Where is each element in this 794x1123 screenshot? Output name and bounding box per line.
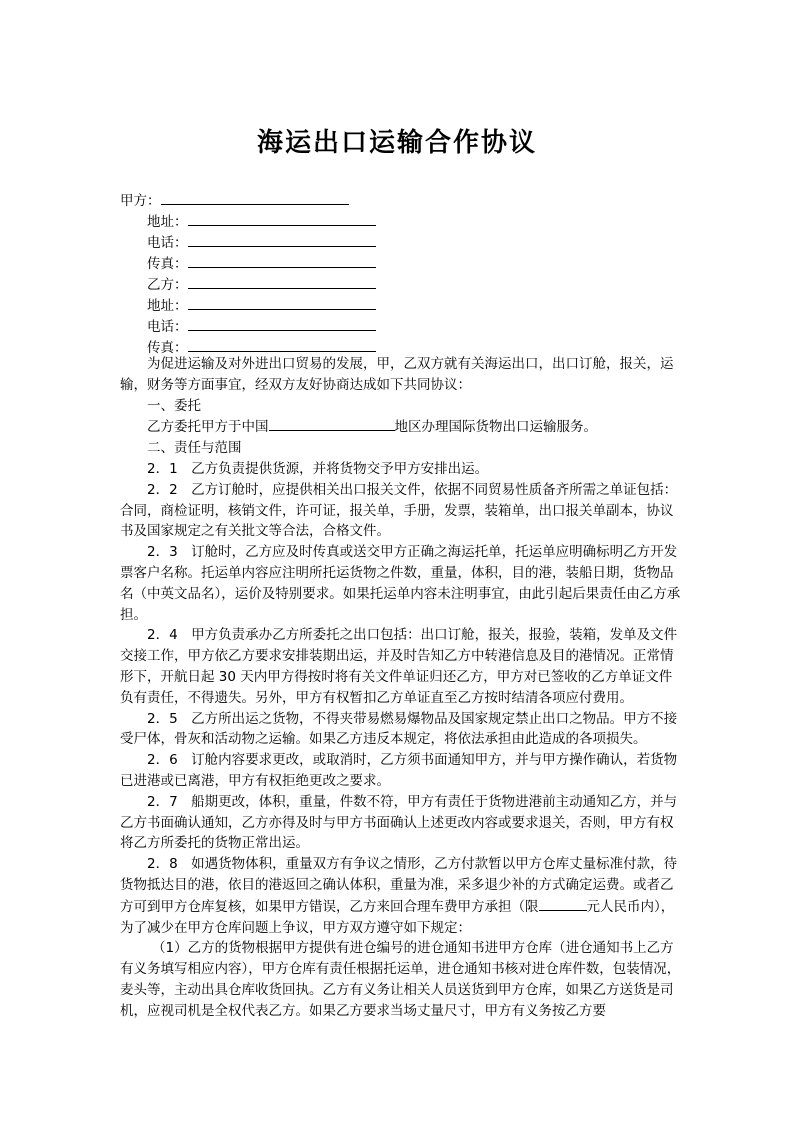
party-b-blank [188, 274, 376, 289]
party-b-field [147, 274, 376, 295]
party-b-phone-label: 电话： [147, 319, 188, 335]
document-body [120, 354, 683, 1022]
party-b-fax-blank [188, 337, 376, 352]
clause-2-2: 2．2 乙方订舱时，应提供相关出口报关文件，依据不同贸易性质备齐所需之单证包括：合同，商检证明，核销文件，许可证，报关单，手册，发票，装箱单，出口报关单副本，协议书及国家规定之有关批文等合法，合格文件。 [120, 481, 678, 540]
party-a-fax-field [147, 253, 376, 274]
clause-2-8-item-1: （1）乙方的货物根据甲方提供有进仓编号的进仓通知书进甲方仓库（进仓通知书上乙方有义务填写相应内容），甲方仓库有责任根据托运单，进仓通知书核对进仓库件数，包装情况，麦头等，主动出具仓库收货回执。乙方有义务让相关人员送货到甲方仓库，如果乙方送货是司机，应视司机是全权代表乙方。如果乙方要求当场丈量尺寸，甲方有义务按乙方要 [120, 940, 681, 1019]
clause-2-8-text-after: 元人民币内），为了减少在甲方仓库问题上争议，甲方双方遵守如下规定： [120, 898, 675, 936]
document-title: 海运出口运输合作协议 [256, 128, 537, 158]
region-blank [269, 416, 395, 431]
section-1-paragraph [120, 416, 683, 438]
party-a-fax-label: 传真： [147, 256, 188, 272]
party-b-address-label: 地址： [147, 298, 188, 314]
section-1-text-after: 地区办理国际货物出口运输服务。 [394, 419, 597, 436]
section-2-heading: 二、责任与范围 [147, 440, 242, 457]
party-b-fax-label: 传真： [147, 340, 188, 356]
party-a-address-label: 地址： [147, 214, 188, 230]
party-a-phone-field [147, 232, 376, 253]
section-1-heading: 一、委托 [147, 397, 201, 414]
party-b-phone-field [147, 316, 376, 337]
section-1-text-before: 乙方委托甲方于中国 [147, 419, 269, 436]
party-a-label: 甲方： [120, 193, 161, 209]
party-a-address-field [147, 211, 376, 232]
clause-2-6: 2．6 订舱内容要求更改，或取消时，乙方须书面通知甲方，并与甲方操作确认，若货物已进港或已离港，甲方有权拒绝更改之要求。 [120, 752, 678, 789]
clause-2-5: 2．5 乙方所出运之货物，不得夹带易燃易爆物品及国家规定禁止出口之物品。甲方不接受尸体，骨灰和活动物之运输。如果乙方违反本规定，将依法承担由此造成的各项损失。 [120, 710, 678, 748]
party-b-label: 乙方： [147, 277, 188, 293]
clause-2-8 [120, 854, 683, 938]
clause-2-7: 2．7 船期更改，体积，重量，件数不符，甲方有责任于货物进港前主动通知乙方，并与乙方书面确认通知，乙方亦得及时与甲方书面确认上述更改内容或要求退关，否则，甲方有权将乙方所委托的货物正常出运。 [120, 793, 678, 852]
party-a-phone-label: 电话： [147, 235, 188, 251]
party-a-address-blank [188, 211, 376, 226]
party-a-fax-blank [188, 253, 376, 268]
party-a-field [120, 190, 349, 211]
amount-blank [539, 896, 587, 911]
party-b-phone-blank [188, 316, 376, 331]
clause-2-8-text-before: 2．8 如遇货物体积，重量双方有争议之情形，乙方付款暂以甲方仓库丈量标准付款，待货物抵达目的港，依目的港返回之确认体积，重量为准，采多退少补的方式确定运费。或者乙方可到甲方仓库复核，如果甲方错误，乙方来回合理车费甲方承担（限 [120, 856, 678, 915]
clause-2-4: 2．4 甲方负责承办乙方所委托之出口包括：出口订舱，报关，报验，装箱，发单及文件交接工作，甲方依乙方要求安排装期出运，并及时告知乙方中转港信息及目的港情况。正常情形下，开航日起 30 天内甲方得按时将有关文件单证归还乙方，甲方对已签收的乙方单证文件负有责任，不得遗失。另外，甲方有权暂扣乙方单证直至乙方按时结清各项应付费用。 [120, 627, 678, 706]
intro-paragraph: 为促进运输及对外进出口贸易的发展，甲，乙双方就有关海运出口，出口订舱，报关，运输，财务等方面事宜，经双方友好协商达成如下共同协议： [120, 356, 674, 393]
party-a-phone-blank [188, 232, 376, 247]
party-a-blank [161, 190, 349, 205]
party-b-address-blank [188, 295, 376, 310]
clause-2-3: 2．3 订舱时，乙方应及时传真或送交甲方正确之海运托单，托运单应明确标明乙方开发票客户名称。托运单内容应注明所托运货物之件数，重量，体积，目的港，装船日期，货物品名（中英文品名），运价及特别要求。如果托运单内容未注明事宜，由此引起后果责任由乙方承担。 [120, 544, 681, 623]
party-b-address-field [147, 295, 376, 316]
clause-2-1: 2．1 乙方负责提供货源，并将货物交予甲方安排出运。 [147, 460, 489, 477]
